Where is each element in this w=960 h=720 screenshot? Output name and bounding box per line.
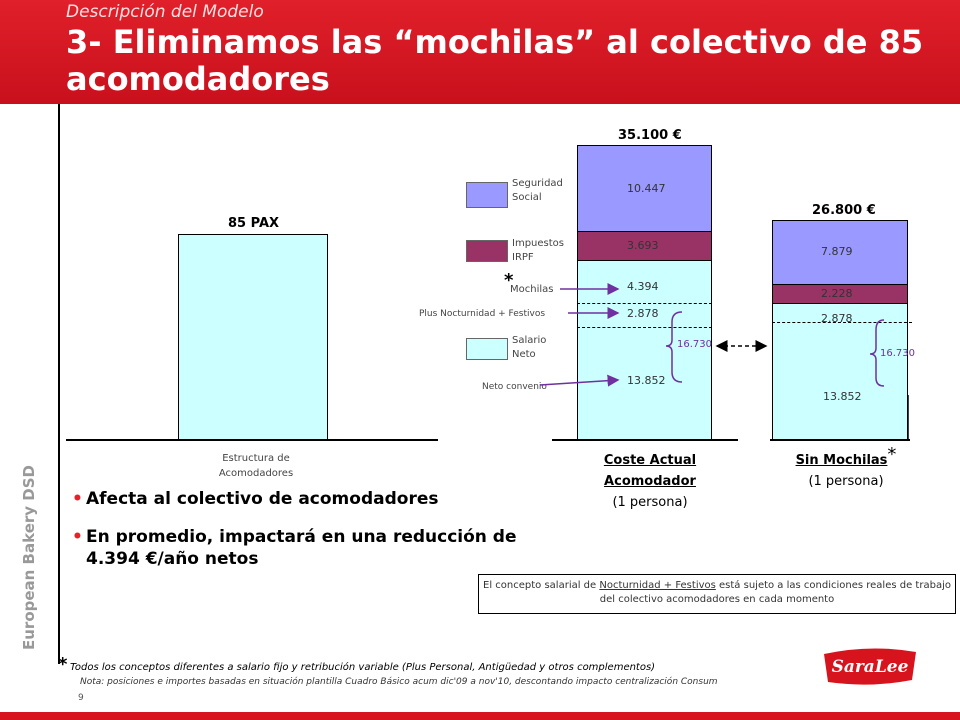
legend-seguridad-social: Seguridad Social <box>512 178 563 203</box>
bar3-plus-value: 2.878 <box>821 312 853 325</box>
bar2-total: 35.100 € <box>618 128 682 143</box>
vertical-brand-text: European Bakery DSD <box>20 465 38 650</box>
bullet-dot: • <box>72 527 83 547</box>
bullet-dot: • <box>72 489 83 509</box>
coste-actual-subtitle: Acomodador <box>604 474 696 489</box>
coste-actual-persona: (1 persona) <box>612 495 688 510</box>
page-number: 9 <box>78 693 84 703</box>
page-title: 3- Eliminamos las “mochilas” al colectivo de 85 acomodadores <box>66 23 924 98</box>
bar3-irpf-value: 2.228 <box>821 287 853 300</box>
bullet-1 <box>72 488 526 510</box>
footnote: Todos los conceptos diferentes a salario fijo y retribución variable (Plus Personal, Antigüedad y otros complementos) <box>70 662 656 673</box>
bottom-bar <box>0 712 960 720</box>
legend-neto-convenio: Neto convenio <box>482 382 547 392</box>
sin-mochilas-asterisk: * <box>887 444 897 465</box>
category-estructura: Estructura de Acomodadores <box>218 453 294 479</box>
arrow-neto-convenio <box>540 380 618 385</box>
source-note: Nota: posiciones e importes basadas en situación plantilla Cuadro Básico acum dic'09 a nov'10, descontando impacto centralización Consum <box>80 677 718 687</box>
bar2-neto-value: 13.852 <box>627 374 666 387</box>
bullet-2-text: En promedio, impactará en una reducción de 4.394 €/año netos <box>86 527 517 569</box>
bar2-irpf-value: 3.693 <box>627 239 659 252</box>
bar2-plus-value: 2.878 <box>627 307 659 320</box>
bar2-mochilas-value: 4.394 <box>627 280 659 293</box>
coste-actual-title: Coste Actual <box>603 453 697 468</box>
note-prefix: El concepto salarial de <box>483 580 600 591</box>
note-link: Nocturnidad + Festivos <box>599 580 716 591</box>
section-subtitle: Descripción del Modelo <box>66 2 264 22</box>
sara-lee-logo <box>820 644 920 688</box>
bar3-neto-value: 13.852 <box>823 390 862 403</box>
legend-salario-neto: Salario Neto <box>512 335 547 360</box>
bar1-label: 85 PAX <box>228 216 280 231</box>
category-coste-actual <box>590 450 710 513</box>
bar3-ss-value: 7.879 <box>821 245 853 258</box>
legend-plus: Plus Nocturnidad + Festivos <box>419 309 546 319</box>
bar2-ss-value: 10.447 <box>627 182 666 195</box>
bracket-bar2-value: 16.730 <box>677 339 712 350</box>
sin-mochilas-title: Sin Mochilas <box>795 453 888 468</box>
logo-text: SaraLee <box>831 657 909 677</box>
bullet-2 <box>72 526 536 570</box>
note-suffix: está sujeto a las condiciones reales de trabajo del colectivo acomodadores en cada momento <box>599 580 951 605</box>
note-box <box>478 574 956 614</box>
sin-mochilas-persona: (1 persona) <box>808 474 884 489</box>
legend-mochilas: Mochilas <box>510 284 554 295</box>
bullet-1-text: Afecta al colectivo de acomodadores <box>86 489 439 509</box>
bracket-bar3-value: 16.730 <box>880 348 915 359</box>
bar3-total: 26.800 € <box>812 203 876 218</box>
category-sin-mochilas <box>786 444 906 492</box>
footnote-asterisk: * <box>58 654 68 675</box>
sin-mochilas-title-row <box>786 444 906 471</box>
mochilas-asterisk: * <box>504 270 514 291</box>
legend-irpf: Impuestos IRPF <box>512 238 564 263</box>
